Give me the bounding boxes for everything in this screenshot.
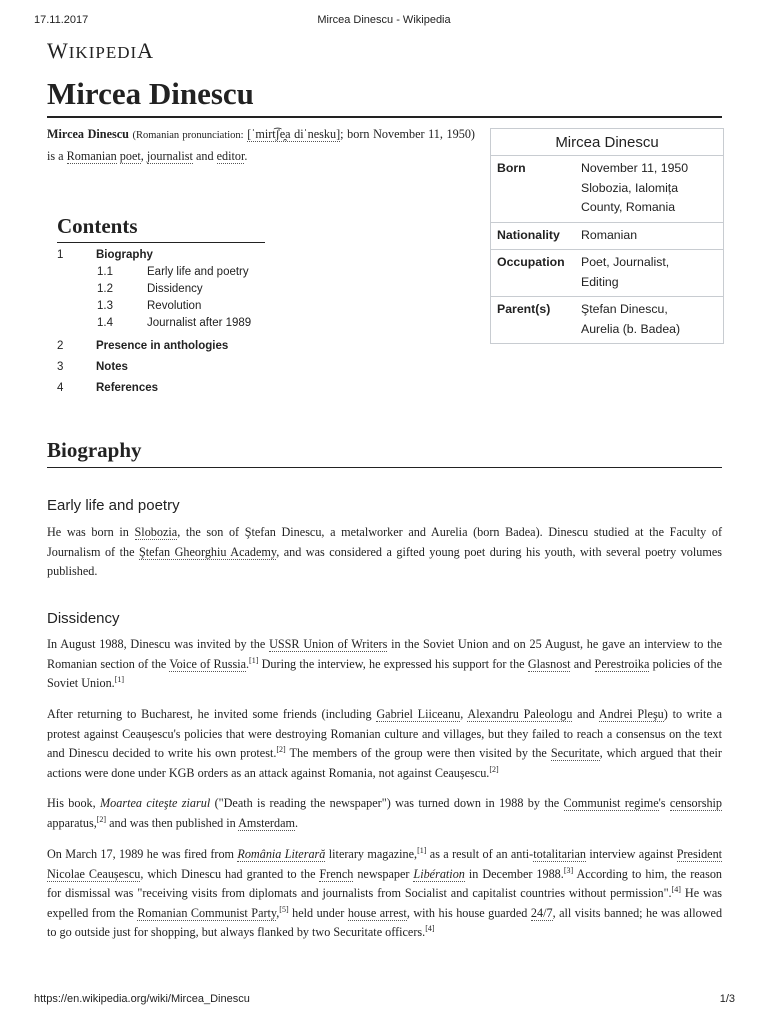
link-french[interactable]: French (319, 866, 354, 881)
link-glasnost[interactable]: Glasnost (527, 656, 571, 671)
link-academy[interactable]: Ştefan Gheorghiu Academy (138, 544, 277, 559)
paragraph-dissidency-3: His book, Moartea citeşte ziarul ("Death is reading the newspaper") was turned down in 1988 by the Communist regime's censorship apparatus,[2] and was then published in Amsterdam. (47, 796, 723, 830)
toc-item-references[interactable]: 4 References (57, 382, 159, 394)
link-romanian[interactable]: Romanian (66, 149, 117, 163)
link-poet[interactable]: poet (119, 149, 141, 163)
ref-link[interactable]: [4] (671, 884, 681, 894)
link-liberation[interactable]: Libération (413, 866, 465, 881)
link-ceausescu[interactable]: President Nicolae Ceaușescu (47, 847, 723, 881)
link-slobozia[interactable]: Slobozia (134, 525, 178, 539)
infobox-row-parents: Parent(s) Ştefan Dinescu, Aurelia (b. Badea) (497, 302, 681, 336)
link-communist-regime[interactable]: Communist regime (563, 796, 659, 810)
intro-paragraph: Mircea Dinescu (Romanian pronunciation: [ˈmirt͡ʃe̯a diˈnesku]; born November 11, 1950) is a Romanian poet, journalist and editor. (47, 127, 475, 163)
toc-item-early-life[interactable]: 1.1 Early life and poetry (97, 266, 249, 278)
infobox-row-nationality: Nationality Romanian (491, 223, 723, 251)
link-plesu[interactable]: Andrei Pleşu (598, 707, 664, 721)
link-perestroika[interactable]: Perestroika (594, 656, 650, 671)
link-24-7[interactable]: 24/7 (530, 905, 553, 920)
infobox-row-occupation: Occupation Poet, Journalist, Editing (491, 250, 723, 297)
ref-link[interactable]: [3] (563, 865, 574, 875)
ref-link[interactable]: [2] (489, 764, 499, 774)
link-paleologu[interactable]: Alexandru Paleologu (467, 707, 573, 721)
wikipedia-logo[interactable]: WIKIPEDIA (47, 38, 155, 63)
link-censorship[interactable]: censorship (669, 796, 723, 810)
infobox (490, 128, 724, 344)
ref-link[interactable]: [2] (96, 814, 107, 824)
print-title: Mircea Dinescu - Wikipedia (317, 14, 451, 26)
heading-dissidency: Dissidency (47, 610, 120, 627)
paragraph-dissidency-1: In August 1988, Dinescu was invited by the USSR Union of Writers in the Soviet Union and on 25 August, he gave an interview to the Romanian section of the Voice of Russia.[1] During the interview, he expressed his support for the Glasnost and Perestroika policies of the Soviet Union.[1] (47, 637, 723, 690)
link-ussr-union[interactable]: USSR Union of Writers (269, 637, 388, 651)
print-date: 17.11.2017 (34, 14, 89, 26)
toc-item-anthologies[interactable]: 2 Presence in anthologies (57, 340, 229, 352)
ref-link[interactable]: [2] (276, 744, 286, 754)
subject-name: Mircea Dinescu (47, 127, 129, 141)
ref-link[interactable]: [5] (279, 904, 289, 914)
paragraph-early-life: He was born in Slobozia, the son of Ştefan Dinescu, a metalworker and Aurelia (born Badea). Dinescu studied at the Faculty of Journalism of the Ştefan Gheorghiu Academy, and was considered a gifted young poet during his youth, with several poetry volumes published. (47, 525, 723, 578)
print-page-number: 1/3 (719, 993, 735, 1005)
ref-link[interactable]: [1] (249, 655, 259, 665)
ref-link[interactable]: [1] (114, 674, 125, 684)
toc-item-notes[interactable]: 3 Notes (57, 361, 128, 373)
ref-link[interactable]: [4] (425, 923, 435, 933)
toc-item-dissidency[interactable]: 1.2 Dissidency (97, 283, 203, 295)
link-liiceanu[interactable]: Gabriel Liiceanu (376, 707, 461, 721)
page-title: Mircea Dinescu (47, 76, 722, 118)
infobox-title: Mircea Dinescu (491, 129, 723, 156)
toc-item-biography[interactable]: 1 Biography (57, 249, 153, 261)
link-house-arrest[interactable]: house arrest (347, 905, 407, 920)
link-voice-of-russia[interactable]: Voice of Russia (169, 656, 246, 671)
toc-heading: Contents (57, 214, 265, 243)
ref-link[interactable]: [1] (417, 845, 427, 855)
toc-item-journalist[interactable]: 1.4 Journalist after 1989 (97, 317, 252, 329)
link-romania-literara[interactable]: România Literară (237, 847, 326, 861)
table-of-contents (57, 214, 265, 399)
link-editor[interactable]: editor (216, 149, 245, 163)
heading-biography: Biography (47, 438, 722, 468)
paragraph-dissidency-2: After returning to Bucharest, he invited some friends (including Gabriel Liiceanu, Alexandru Paleologu and Andrei Pleşu) to write a protest against Ceaușescu's policies that were destroying Romanian culture and villages, but they failed to reach a consensus on the text and Dinescu decided to write his own protest.[2] The members of the group were then visited by the Securitate, which argued that their actions were done under KGB orders as an attack against Romania, not against Ceaușescu.[2] (47, 707, 722, 780)
link-securitate[interactable]: Securitate (550, 746, 600, 760)
link-rcp[interactable]: Romanian Communist Party (137, 905, 277, 920)
heading-early-life: Early life and poetry (47, 497, 180, 514)
link-totalitarian[interactable]: totalitarian (533, 847, 587, 861)
paragraph-dissidency-4: On March 17, 1989 he was fired from România Literară literary magazine,[1] as a result of an anti-totalitarian interview against President Nicolae Ceaușescu, which Dinescu had granted to the French newspaper Libération in December 1988.[3] According to him, the reason for dismissal was "receiving visits from diplomats and journalists from Socialist and capitalist countries without permission".[4] He was expelled from the Romanian Communist Party,[5] held under house arrest, with his house guarded 24/7, all visits banned; he was allowed to go outside just for shopping, but always flanked by two Securitate officers.[4] (47, 845, 723, 939)
ipa-link[interactable]: [ˈmirt͡ʃe̯a diˈnesku] (247, 127, 341, 141)
toc-item-revolution[interactable]: 1.3 Revolution (97, 300, 202, 312)
book-title: Moartea citeşte ziarul (100, 796, 211, 810)
link-amsterdam[interactable]: Amsterdam (238, 815, 295, 830)
infobox-row-born: Born November 11, 1950 Slobozia, Ialomița County, Romania (491, 156, 723, 223)
print-url: https://en.wikipedia.org/wiki/Mircea_Dinescu (34, 993, 250, 1005)
link-journalist[interactable]: journalist (146, 149, 193, 163)
